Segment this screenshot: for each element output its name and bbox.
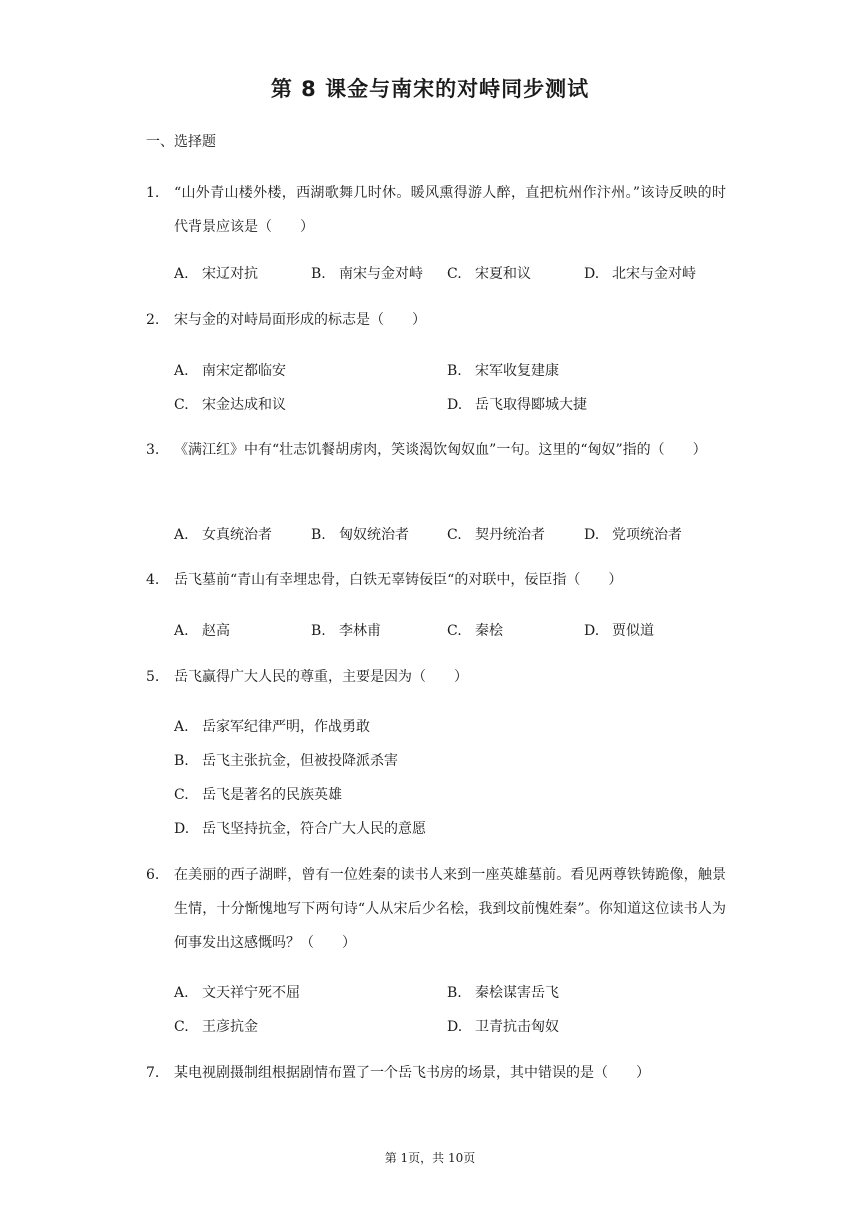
question-3 (146, 433, 726, 467)
option-b: B. 宋军收复建康 (447, 363, 559, 379)
option-b: B. 南宋与金对峙 (311, 266, 423, 282)
option-d: D. 北宋与金对峙 (584, 266, 696, 282)
question-text: 岳飞墓前“青山有幸埋忠骨，白铁无辜铸佞臣“的对联中，佞臣指（ ） (174, 572, 623, 588)
section-heading: 一、选择题 (146, 134, 216, 150)
option-d: D. 贾似道 (584, 623, 654, 639)
question-7 (146, 1056, 726, 1090)
question-number: 7. (146, 1065, 160, 1081)
option-a: A. 岳家军纪律严明，作战勇敢 (174, 719, 370, 735)
question-number: 4. (146, 572, 160, 588)
question-6 (146, 858, 726, 960)
option-d: D. 岳飞取得郾城大捷 (447, 397, 587, 413)
option-b: B. 匈奴统治者 (311, 527, 409, 543)
option-c: C. 契丹统治者 (447, 527, 545, 543)
question-text: 某电视剧摄制组根据剧情布置了一个岳飞书房的场景，其中错误的是（ ） (174, 1065, 650, 1081)
question-1 (146, 176, 726, 244)
option-a: A. 宋辽对抗 (174, 266, 258, 282)
question-number: 2. (146, 312, 160, 328)
option-b: B. 岳飞主张抗金，但被投降派杀害 (174, 753, 398, 769)
option-d: D. 党项统治者 (584, 527, 682, 543)
option-c: C. 王彦抗金 (174, 1019, 258, 1035)
option-b: B. 李林甫 (311, 623, 381, 639)
option-a: A. 南宋定都临安 (174, 363, 286, 379)
question-text: 《满江红》中有“壮志饥餐胡虏肉，笑谈渴饮匈奴血”一句。这里的“匈奴”指的（ ） (174, 442, 707, 458)
question-number: 1. (146, 185, 160, 201)
question-text: 宋与金的对峙局面形成的标志是（ ） (174, 312, 426, 328)
question-4 (146, 563, 726, 597)
page-footer: 第 1页，共 10页 (384, 1151, 476, 1165)
question-5 (146, 660, 726, 694)
option-b: B. 秦桧谋害岳飞 (447, 985, 559, 1001)
question-number: 3. (146, 442, 160, 458)
option-d: D. 岳飞坚持抗金，符合广大人民的意愿 (174, 821, 426, 837)
question-number: 5. (146, 669, 160, 685)
question-text: “山外青山楼外楼，西湖歌舞几时休。暖风熏得游人醉，直把杭州作汴州。”该诗反映的时代背景应该是（ ） (174, 185, 726, 235)
option-c: C. 秦桧 (447, 623, 503, 639)
option-c: C. 岳飞是著名的民族英雄 (174, 787, 342, 803)
option-c: C. 宋金达成和议 (174, 397, 286, 413)
page-title: 第 8 课金与南宋的对峙同步测试 (270, 77, 590, 101)
option-c: C. 宋夏和议 (447, 266, 531, 282)
question-2 (146, 303, 726, 337)
question-text: 岳飞赢得广大人民的尊重，主要是因为（ ） (174, 669, 468, 685)
option-d: D. 卫青抗击匈奴 (447, 1019, 559, 1035)
option-a: A. 文天祥宁死不屈 (174, 985, 300, 1001)
option-a: A. 女真统治者 (174, 527, 272, 543)
question-number: 6. (146, 867, 160, 883)
option-a: A. 赵高 (174, 623, 230, 639)
question-text: 在美丽的西子湖畔，曾有一位姓秦的读书人来到一座英雄墓前。看见两尊铁铸跪像，触景生情，十分惭愧地写下两句诗“人从宋后少名桧，我到坟前愧姓秦”。你知道这位读书人为何事发出这感慨吗？（ ） (174, 867, 726, 951)
